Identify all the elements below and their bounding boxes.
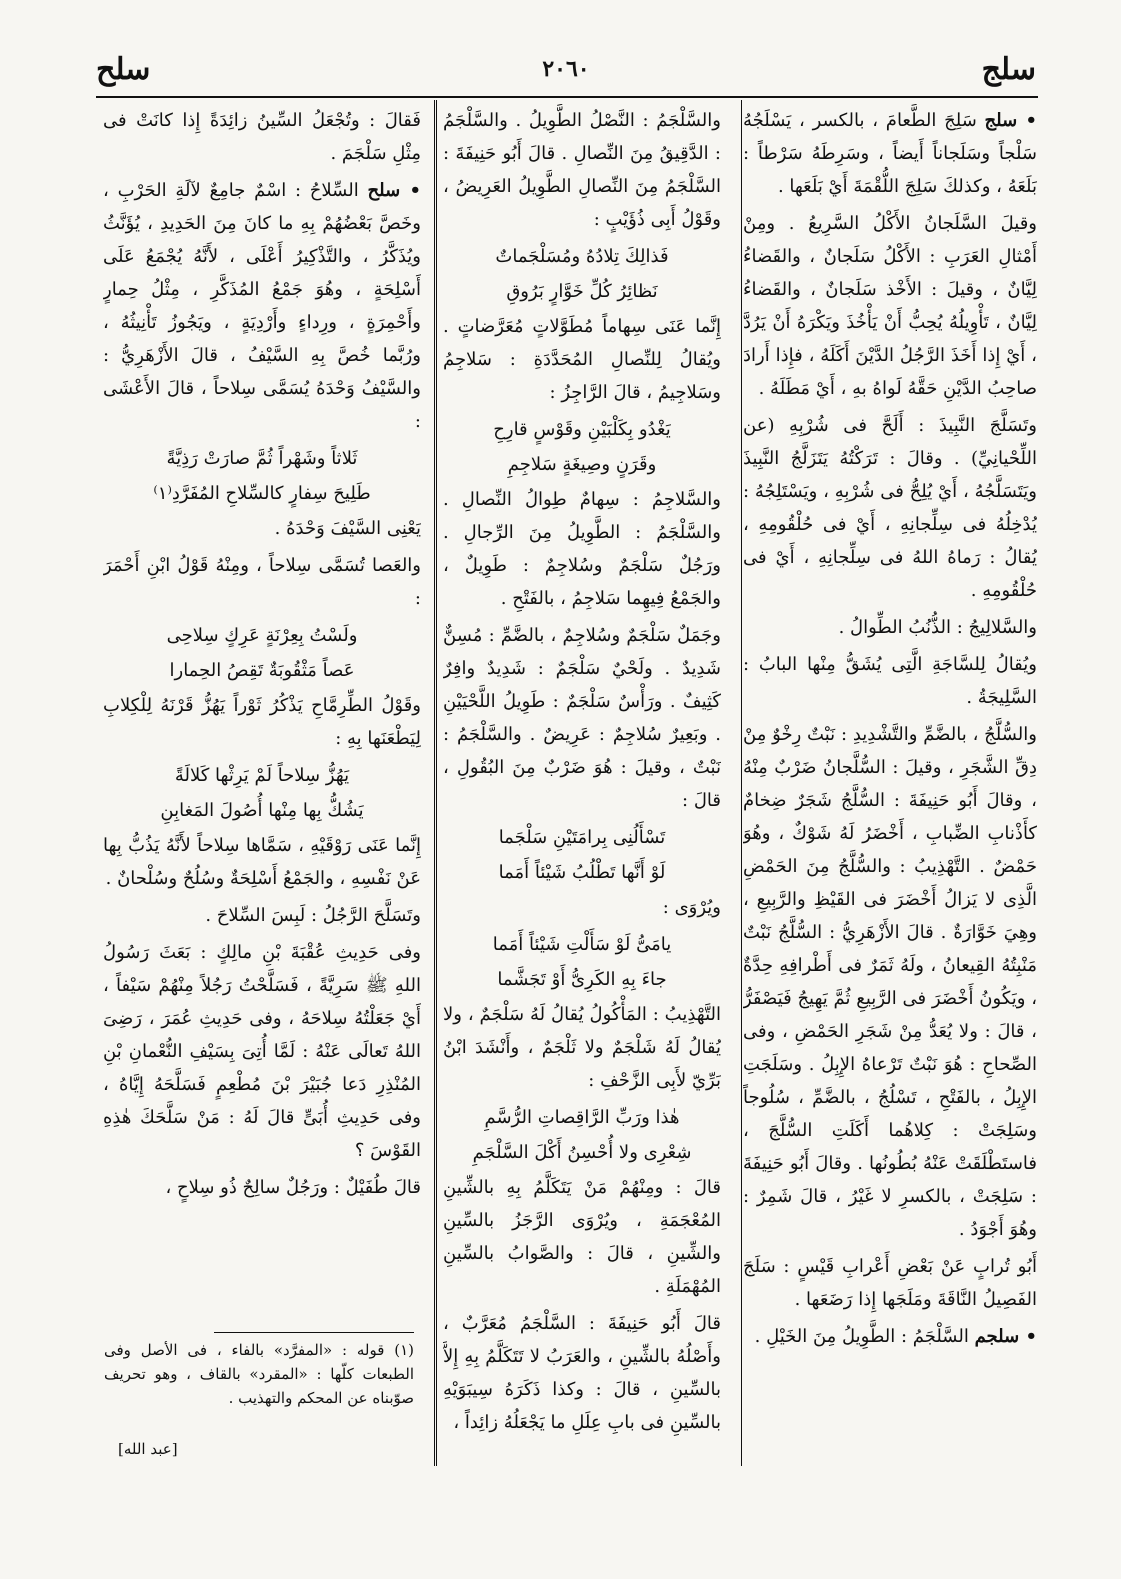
verse-line: يامَىُّ لَوْ سَأَلْتِ شَيْئاً أَمَما: [492, 934, 672, 955]
paragraph: وقَوْلُ الطِّرِمَّاحِ يَذْكُرُ ثَوْراً يَهُزُّ قَرْنَهُ لِلْكِلابِ لِيَطْعَنَها بِهِ :: [103, 695, 421, 749]
editor-signature: [عبد الله]: [118, 1440, 178, 1458]
verse-line: تَسْأَلُنِى بِرامَتَيْنِ سَلْجَما: [498, 827, 666, 848]
headword-salaja: • سلج: [984, 110, 1037, 131]
entry-salaha: [103, 174, 421, 438]
paragraph: والسَّلْجَمُ : النَّصْلُ الطَّوِيلُ . والسَّلْجَمُ : الدَّقِيقُ مِنَ النِّصالِ . قالَ أَبُو حَنِيفَةَ : السَّلْجَمُ مِنَ النِّصالِ الطَّوِيلُ العَرِيضُ ، وقَوْلُ أَبِى ذُؤَيْبٍ :: [443, 110, 721, 230]
headword-salaha: • سلح: [367, 180, 421, 201]
page-header: [96, 52, 1036, 96]
paragraph: ويُرْوَى :: [662, 897, 721, 918]
footnote-rule: [214, 1332, 414, 1333]
paragraph: قالَ : ومِنْهُمْ مَنْ يَتَكَلَّمُ بِهِ بالشِّينِ المُعْجَمَةِ ، ويُرْوَى الرَّجَزُ بالسِّينِ والشِّينِ ، قالَ : والصَّوابُ بالسِّينِ المُهْمَلَةِ .: [443, 1177, 721, 1297]
paragraph: والسَّلاجِمُ : سِهامٌ طِوالُ النِّصالِ . والسَّلْجَمُ : الطَّوِيلُ مِنَ الرِّجالِ . ورَجُلٌ سَلْجَمٌ وسُلاجِمٌ : طَوِيلٌ ، والجَمْعُ فِيهِما سَلاجِمُ ، بالفَتْحِ .: [443, 489, 721, 609]
verse-line: طَلِيحَ سِفارٍ كالسِّلاحِ المُفَرَّدِ⁽١⁾: [153, 483, 371, 504]
column-middle: [443, 104, 721, 1464]
paragraph: ويُقالُ لِلسَّاجَةِ الَّتِى يُشَقُّ مِنْها البابُ : السَّلِيجَةُ .: [743, 654, 1037, 708]
verse-line: عَصاً مَثْقُوبَةٌ تَقِصُ الحِمارا: [169, 660, 355, 681]
running-head-left: سلح: [96, 52, 151, 87]
verse-line: يَهُزُّ سِلاحاً لَمْ يَرِثْها كَلالَةً: [174, 765, 350, 786]
headword-saljam: • سلجم: [974, 1326, 1037, 1347]
paragraph: يَعْنِى السَّيْفَ وَحْدَهُ .: [274, 518, 421, 539]
paragraph: قالَ أَبُو حَنِيفَةَ : السَّلْجَمُ مُعَرَّبٌ ، وأَصْلُهُ بالشِّينِ ، والعَرَبُ لا تَتَكَلَّمُ بِهِ إِلاَّ بالسِّينِ ، قالَ : وكذا ذَكَرَهُ سِيبَوَيْهِ بالسِّينِ فى بابِ عِلَلِ ما يَجْعَلُهُ زائِداً ،: [443, 1313, 721, 1433]
column-right: [743, 104, 1037, 1464]
paragraph: فَقالَ : وتُجْعَلُ السِّينُ زائِدَةً إِذا كانَتْ فى مِثْلِ سَلْجَمَ .: [103, 110, 421, 164]
paragraph: وفى حَدِيثِ عُقْبَةَ بْنِ مالِكٍ : بَعَثَ رَسُولُ اللهِ ﷺ سَرِيَّةً ، فَسَلَّحْتُ رَجُلاً مِنْهُمْ سَيْفاً ، أَيْ جَعَلْتُهُ سِلاحَهُ ، وفى حَدِيثِ عُمَرَ ، رَضِىَ اللهُ تَعالَى عَنْهُ : لَمَّا أُتِىَ بِسَيْفِ النُّعْمانِ بْنِ المُنْذِرِ دَعا جُبَيْرَ بْنَ مُطْعِمٍ فَسَلَّحَهُ إِيَّاهُ ، وفى حَدِيثِ أُبَىٍّ قالَ لَهُ : مَنْ سَلَّحَكَ هٰذِهِ القَوْسَ ؟: [103, 942, 421, 1161]
paragraph: السَّلْجَمُ : الطَّوِيلُ مِنَ الخَيْلِ .: [754, 1326, 969, 1347]
paragraph: وتَسَلَّجَ النَّبِيذَ : أَلَحَّ فى شُرْبِهِ (عن اللِّحْيانِيِّ) . وقالَ : تَرَكْتُهُ يَتَزَلَّجُ النَّبِيذَ ويَتَسَلَّجُهُ ، أَيْ يُلِحُّ فى شُرْبِهِ ، ويَسْتَلِجُهُ : يُدْخِلُهُ فى سِلِّجانِهِ ، أَيْ فى حُلْقُومِهِ ، يُقالُ : رَماهُ اللهُ فى سِلِّجانِهِ ، أَيْ فى حُلْقُومِهِ .: [743, 415, 1037, 601]
verse-line: فَذالِكَ تِلادُهُ ومُسَلْجَماتٌ: [495, 246, 669, 267]
paragraph: والعَصا تُسَمَّى سِلاحاً ، ومِنْهُ قَوْلُ ابْنِ أَحْمَرَ :: [103, 555, 421, 609]
paragraph: سَلِجَ الطَّعامَ ، بالكسر ، يَسْلَجُهُ سَلْجاً وسَلَجاناً أَيضاً ، وسَرِطَهُ سَرْطاً : بَلَعَهُ ، وكذلكَ سَلِجَ اللُّقْمَةَ أَيْ بَلَعَها .: [743, 110, 1037, 197]
paragraph: والسَّلالِيجُ : الذُّنُبُ الطِّوالُ .: [838, 617, 1037, 638]
paragraph: إِنَّما عَنَى سِهاماً مُطَوَّلاتٍ مُعَرَّضاتٍ . ويُقالُ لِلنِّصالِ المُحَدَّدَةِ : سَلاجِمُ وسَلاجِيمُ ، قالَ الرَّاجِزُ :: [443, 316, 721, 403]
paragraph: إِنَّما عَنَى رَوْقَيْهِ ، سَمَّاها سِلاحاً لأَنَّهُ يَذُبُّ بِها عَنْ نَفْسِهِ ، والجَمْعُ أَسْلِحَةٌ وسُلُحٌ وسُلْحانٌ .: [103, 835, 421, 889]
entry-salaja: [743, 104, 1037, 203]
verse-line: وقَرَنٍ وصِيغَةٍ سَلاجِمِ: [507, 454, 657, 475]
footnote: (١) قوله : «المفرَّد» بالفاء ، فى الأصل وفى الطبعات كلّها : «المقرد» بالقاف ، وهو تحريف صوّبناه عن المحكم والتهذيب .: [104, 1341, 414, 1407]
paragraph: السِّلاحُ : اسْمٌ جامِعٌ لآلَةِ الحَرْبِ ، وخَصَّ بَعْضُهُمْ بِهِ ما كانَ مِنَ الحَدِيدِ ، يُؤَنَّثُ ويُذَكَّرُ ، والتَّذْكِيرُ أَعْلَى ، لأَنَّهُ يُجْمَعُ عَلَى أَسْلِحَةٍ ، وهُوَ جَمْعُ المُذَكَّرِ ، مِثْلُ حِمارٍ وأَحْمِرَةٍ ، ورِداءٍ وأَرْدِيَةٍ ، ويَجُوزُ تَأْنِيثُهُ ، ورُبَّما خُصَّ بِهِ السَّيْفُ ، قالَ الأَزْهَرِيُّ : والسَّيْفُ وَحْدَهُ يُسَمَّى سِلاحاً ، قالَ الأَعْشَى :: [103, 180, 421, 432]
verse-line: ثَلاثاً وشَهْراً ثُمَّ صارَتْ رَذِيَّةً: [166, 448, 358, 469]
paragraph: أَبُو تُرابٍ عَنْ بَعْضِ أَعْرابِ قَيْسٍ : سَلَجَ الفَصِيلُ النَّاقَةَ ومَلَجَها إِذا رَضَعَها .: [743, 1256, 1037, 1310]
verse-line: يَغْدُو بِكَلْبَيْنِ وقَوْسٍ قارِحِ: [493, 419, 671, 440]
verse-line: ولَسْتُ بِعِرْنَةٍ عَرِكٍ سِلاحِى: [166, 625, 358, 646]
paragraph: وجَمَلٌ سَلْجَمٌ وسُلاجِمٌ ، بالضَّمِّ : مُسِنٌّ شَدِيدٌ . ولَحْيٌ سَلْجَمٌ : شَدِيدٌ وافِرٌ كَثِيفٌ . ورَأْسٌ سَلْجَمٌ : طَوِيلُ اللَّحْيَيْنِ . وبَعِيرٌ سُلاجِمٌ : عَرِيضٌ . والسَّلْجَمُ : نَبْتٌ ، وقيلَ : هُوَ ضَرْبٌ مِنَ البُقُولِ ، قالَ :: [443, 625, 721, 811]
paragraph: التَّهْذِيبُ : المَأْكُولُ يُقالُ لَهُ سَلْجَمٌ ، ولا يُقالُ لَهُ شَلْجَمٌ ولا ثَلْجَمٌ ، وأَنْشَدَ ابْنُ بَرِّيّ لأَبِى الزَّحْفِ :: [443, 1004, 721, 1091]
column-divider-left: [434, 100, 437, 1466]
verse-line: لَوْ أَنَّها تَطْلُبُ شَيْئاً أَمَما: [498, 862, 666, 883]
paragraph: وقيلَ السَّلَجانُ الأَكْلُ السَّرِيعُ . ومِنْ أَمْثالِ العَرَبِ : الأَكْلُ سَلَجانٌ ، والقَضاءُ لِيَّانٌ ، وقيلَ : الأَخْذ سَلَجانٌ ، والقَضاءُ لِيَّانٌ ، تَأْوِيلُهُ يُحِبُّ أَنْ يَأْخُذَ ويَكْرَهُ أَنْ يَرُدَّ ، أَيْ إِذا أَخَذَ الرَّجُلُ الدَّيْنَ أَكَلَهُ ، فإِذا أَرادَ صاحِبُ الدَّيْنِ حَقَّهُ لَواهُ بهِ ، أَيْ مَطَلَهُ .: [743, 213, 1037, 399]
column-left: [103, 104, 421, 1464]
verse-line: شِعْرِى ولا أُحْسِنُ أَكْلَ السَّلْجَمِ: [472, 1142, 692, 1163]
header-rule: [96, 96, 1038, 98]
entry-saljam: [743, 1320, 1037, 1353]
page-number: ٢٠٦٠: [542, 56, 590, 82]
paragraph: وتَسَلَّحَ الرَّجُلُ : لَبِسَ السِّلاحَ .: [205, 905, 421, 926]
column-divider-right: [741, 100, 742, 1466]
paragraph: والسُّلَّجُ ، بالضَّمِّ والتَّشْدِيدِ : نَبْتٌ رِخْوٌ مِنْ دِقِّ الشَّجَرِ ، وقيلَ : السُّلَّجانُ ضَرْبٌ مِنْهُ ، وقالَ أَبُو حَنِيفَةَ : السُّلَّجُ شَجَرٌ ضِخامٌ كأَذْنابِ الضِّبابِ ، أَخْضَرُ لَهُ شَوْكٌ ، وهُوَ حَمْضٌ . التَّهْذِيبُ : والسُّلَّجُ مِنَ الحَمْضِ الَّذِى لا يَزالُ أَخْضَرَ فى القَيْظِ والرَّبِيعِ ، وهِيَ خَوَّارَةٌ . قالَ الأَزْهَرِيُّ : السُّلَّجُ نَبْتٌ مَنْبِتُهُ القِيعانُ ، ولَهُ ثَمَرٌ فى أَطْرافِهِ حِدَّةٌ ، ويَكُونُ أَخْضَرَ فى الرَّبِيعِ ثُمَّ يَهِيجُ فَيَصْفَرُّ ، قالَ : ولا يُعَدُّ مِنْ شَجَرِ الحَمْضِ ، وفى الصِّحاحِ : هُوَ نَبْتٌ تَرْعاهُ الإِبِلُ . وسَلَجَتِ الإِبِلُ ، بالفَتْحِ ، تَسْلُجُ ، بالضَّمِّ ، سُلُوجاً وسَلِجَتْ : كِلاهُما أَكَلَتِ السُّلَّجَ ، فاستَطْلَقَتْ عَنْهُ بُطُونُها . وقالَ أَبُو حَنِيفَةَ : سَلِجَتْ ، بالكسرِ لا غَيْرُ ، قالَ شَمِرٌ : وهُوَ أَجْوَدُ .: [743, 724, 1037, 1240]
verse-line: يَشُكُّ بِها مِنْها أُصُولَ المَغابِنِ: [160, 800, 364, 821]
running-head-right: سلج: [981, 52, 1036, 87]
verse-line: جاءَ بِهِ الكَرِىُّ أَوْ تَجَشَّما: [497, 969, 667, 990]
paragraph: قالَ طُفَيْلٌ : ورَجُلٌ سالِحٌ ذُو سِلاحٍ ،: [165, 1177, 421, 1198]
verse-line: نَظائِرُ كُلِّ خَوَّارٍ بَرُوقِ: [506, 281, 658, 302]
verse-line: هٰذا ورَبِّ الرَّاقِصاتِ الرُّسَّمِ: [484, 1107, 680, 1128]
